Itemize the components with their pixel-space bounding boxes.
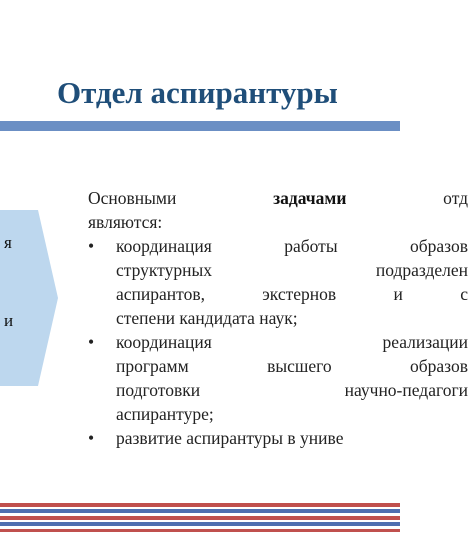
intro-word: отд <box>443 188 468 208</box>
list-item <box>88 330 468 426</box>
chevron-text-fragment: и <box>4 311 14 330</box>
bullet-icon: • <box>88 332 95 352</box>
title-underline-bar <box>0 121 400 131</box>
list-item <box>88 426 468 450</box>
decorative-stripe <box>0 503 400 507</box>
chevron-text-fragment: я <box>4 233 12 252</box>
bullet-line: подготовки научно-педагоги <box>116 380 468 400</box>
bullet-line: структурных подразделен <box>116 260 468 280</box>
bullet-line: координация работы образов <box>116 236 468 256</box>
bullet-line: аспирантуре; <box>116 404 214 424</box>
bullet-line: аспирантов, экстернов и с <box>116 284 468 304</box>
bullet-icon: • <box>88 428 95 448</box>
intro-line <box>88 186 468 210</box>
bullet-line: развитие аспирантуры в униве <box>116 428 344 448</box>
body-text <box>88 186 468 450</box>
intro-word: Основными <box>88 188 177 208</box>
bullet-line: координация реализации <box>116 332 468 352</box>
list-item <box>88 234 468 330</box>
bullet-icon: • <box>88 236 95 256</box>
decorative-stripe <box>0 522 400 526</box>
bullet-line: программ высшего образов <box>116 356 468 376</box>
decorative-stripe <box>0 516 400 520</box>
bullet-list <box>88 234 468 450</box>
intro-line-2: являются: <box>88 212 163 232</box>
bullet-line: степени кандидата наук; <box>116 308 298 328</box>
decorative-stripe <box>0 509 400 513</box>
decorative-stripe <box>0 529 400 532</box>
intro-bold-word: задачами <box>273 188 347 208</box>
page-title: Отдел аспирантуры <box>57 75 338 110</box>
